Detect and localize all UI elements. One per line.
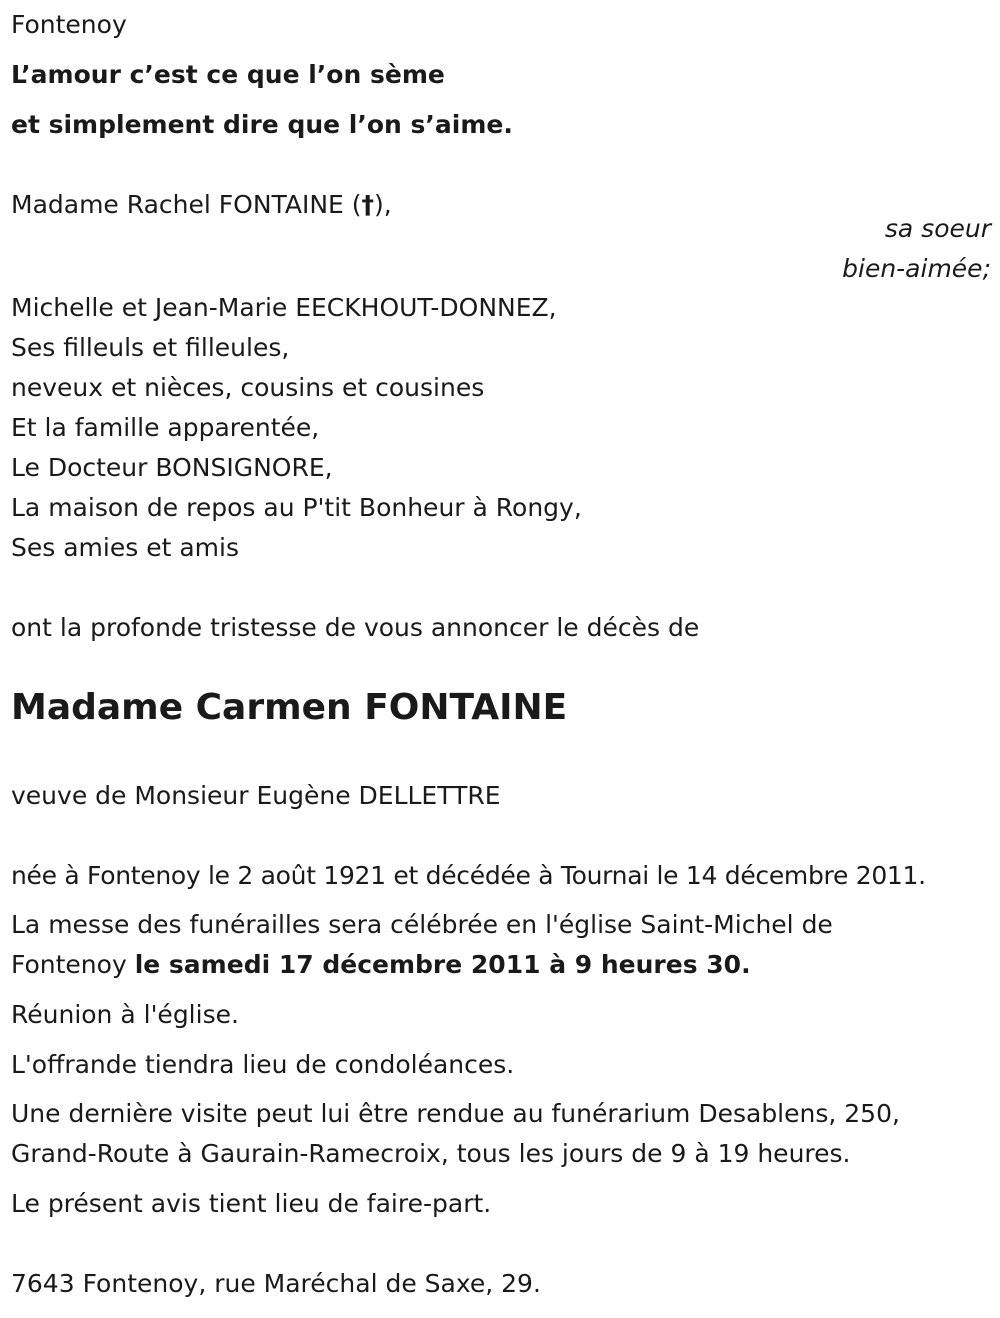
family-member-5: La maison de repos au P'tit Bonheur à Rongy, [11, 493, 582, 522]
meeting: Réunion à l'église. [11, 1000, 239, 1029]
family-member-1: Ses filleuls et filleules, [11, 333, 290, 362]
place-header: Fontenoy [11, 10, 127, 39]
sister-relation-1: sa soeur [884, 214, 991, 243]
mass-place: Fontenoy [11, 950, 135, 979]
mass-line-1: La messe des funérailles sera célébrée en l'église Saint-Michel de [11, 910, 833, 939]
family-member-3: Et la famille apparentée, [11, 413, 320, 442]
sister-name-text: Madame Rachel FONTAINE ( [11, 190, 362, 219]
widow-of: veuve de Monsieur Eugène DELLETTRE [11, 781, 501, 810]
quote-line-1: L’amour c’est ce que l’on sème [11, 60, 445, 89]
deceased-name: Madame Carmen FONTAINE [11, 687, 568, 728]
family-member-4: Le Docteur BONSIGNORE, [11, 453, 333, 482]
family-member-6: Ses amies et amis [11, 533, 239, 562]
birth-death: née à Fontenoy le 2 août 1921 et décédée à Tournai le 14 décembre 2011. [11, 861, 926, 890]
cross-icon: † [361, 190, 375, 219]
mass-date: le samedi 17 décembre 2011 à 9 heures 30. [134, 950, 751, 979]
visit-line-2: Grand-Route à Gaurain-Ramecroix, tous les jours de 9 à 19 heures. [11, 1139, 851, 1168]
announcement-intro: ont la profonde tristesse de vous annoncer le décès de [11, 613, 700, 642]
quote-line-2: et simplement dire que l’on s’aime. [11, 110, 513, 139]
sister-name-end: ), [374, 190, 392, 219]
family-member-2: neveux et nièces, cousins et cousines [11, 373, 485, 402]
visit-line-1: Une dernière visite peut lui être rendue au funérarium Desablens, 250, [11, 1099, 900, 1128]
mass-line-2 [11, 945, 751, 985]
offering: L'offrande tiendra lieu de condoléances. [11, 1050, 515, 1079]
notice: Le présent avis tient lieu de faire-part. [11, 1189, 492, 1218]
family-member-0: Michelle et Jean-Marie EECKHOUT-DONNEZ, [11, 293, 557, 322]
sister-relation-2: bien-aimée; [842, 254, 991, 283]
address: 7643 Fontenoy, rue Maréchal de Saxe, 29. [11, 1269, 541, 1298]
sister-name [11, 185, 392, 225]
